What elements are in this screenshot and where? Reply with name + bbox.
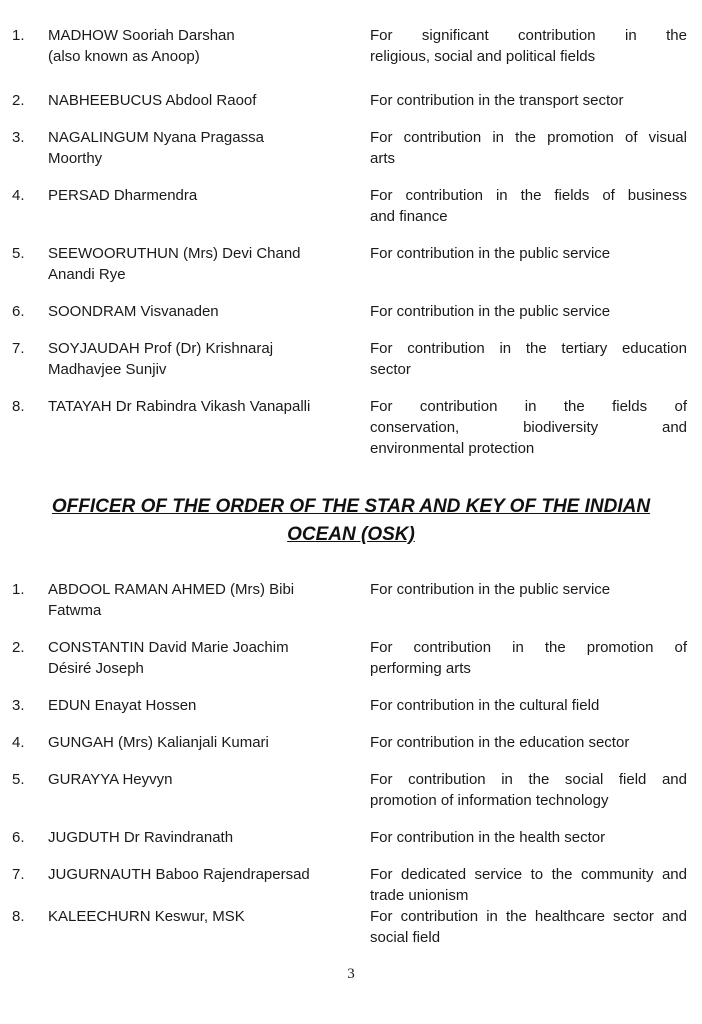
list-item <box>12 732 702 753</box>
recipient-name-line: EDUN Enayat Hossen <box>48 697 197 714</box>
list-item <box>12 637 702 679</box>
list-item <box>12 185 702 227</box>
citation-text <box>370 243 687 264</box>
citation-line: For significant contribution in the <box>370 27 687 44</box>
citation-text <box>370 695 687 716</box>
list-item <box>12 827 702 848</box>
citation-line: For contribution in the promotion of <box>370 639 687 656</box>
citation-line: For contribution in the public service <box>370 245 611 262</box>
item-number: 5. <box>12 245 25 262</box>
citation-line: religious, social and political fields <box>370 48 596 65</box>
section-heading-line: OCEAN (OSK) <box>287 524 415 545</box>
citation-text <box>370 732 687 753</box>
recipient-name <box>48 864 370 885</box>
item-number: 2. <box>12 92 25 109</box>
citation-line: For contribution in the transport sector <box>370 92 624 109</box>
recipient-name-line: Désiré Joseph <box>48 660 144 677</box>
recipient-name <box>48 90 370 111</box>
recipient-name-line: CONSTANTIN David Marie Joachim <box>48 639 289 656</box>
section-heading <box>12 493 690 549</box>
list-item <box>12 396 702 459</box>
citation-line: environmental protection <box>370 440 535 457</box>
list-item <box>12 301 702 322</box>
recipient-name <box>48 301 370 322</box>
recipient-name-line: TATAYAH Dr Rabindra Vikash Vanapalli <box>48 398 311 415</box>
citation-line: sector <box>370 361 411 378</box>
citation-line: For contribution in the public service <box>370 581 611 598</box>
recipient-name <box>48 637 370 679</box>
recipient-name-line: (also known as Anoop) <box>48 48 200 65</box>
citation-text <box>370 864 687 906</box>
recipient-name-line: NAGALINGUM Nyana Pragassa <box>48 129 264 146</box>
item-number: 3. <box>12 129 25 146</box>
list-item <box>12 338 702 380</box>
citation-line: For contribution in the health sector <box>370 829 606 846</box>
list-item <box>12 906 702 948</box>
honours-list-osk <box>12 579 702 948</box>
citation-text <box>370 301 687 322</box>
list-item <box>12 695 702 716</box>
recipient-name-line: SOONDRAM Visvanaden <box>48 303 219 320</box>
list-item <box>12 243 702 285</box>
item-number: 6. <box>12 829 25 846</box>
citation-text <box>370 127 687 169</box>
list-item <box>12 25 702 67</box>
item-number: 8. <box>12 908 25 925</box>
citation-text <box>370 769 687 811</box>
citation-text <box>370 338 687 380</box>
list-item <box>12 769 702 811</box>
citation-line: For contribution in the fields of <box>370 398 687 415</box>
recipient-name <box>48 732 370 753</box>
citation-line: For contribution in the social field and <box>370 771 687 788</box>
item-number: 1. <box>12 581 25 598</box>
item-number: 4. <box>12 734 25 751</box>
citation-line: For contribution in the education sector <box>370 734 630 751</box>
recipient-name <box>48 396 370 417</box>
recipient-name <box>48 906 370 927</box>
recipient-name-line: JUGDUTH Dr Ravindranath <box>48 829 234 846</box>
recipient-name <box>48 127 370 169</box>
recipient-name <box>48 338 370 380</box>
citation-line: For contribution in the promotion of visual <box>370 129 687 146</box>
list-item <box>12 90 702 111</box>
citation-line: arts <box>370 150 396 167</box>
recipient-name <box>48 25 370 67</box>
recipient-name-line: ABDOOL RAMAN AHMED (Mrs) Bibi <box>48 581 295 598</box>
recipient-name <box>48 185 370 206</box>
recipient-name-line: GURAYYA Heyvyn <box>48 771 173 788</box>
citation-text <box>370 827 687 848</box>
recipient-name-line: SOYJAUDAH Prof (Dr) Krishnaraj <box>48 340 274 357</box>
recipient-name-line: Moorthy <box>48 150 103 167</box>
item-number: 5. <box>12 771 25 788</box>
citation-line: promotion of information technology <box>370 792 609 809</box>
list-item <box>12 579 702 621</box>
recipient-name-line: MADHOW Sooriah Darshan <box>48 27 235 44</box>
item-number: 2. <box>12 639 25 656</box>
citation-line: trade unionism <box>370 887 469 904</box>
recipient-name-line: NABHEEBUCUS Abdool Raoof <box>48 92 257 109</box>
recipient-name-line: Anandi Rye <box>48 266 126 283</box>
item-number: 3. <box>12 697 25 714</box>
page-number: 3 <box>347 966 355 982</box>
citation-text <box>370 637 687 679</box>
citation-text <box>370 579 687 600</box>
recipient-name-line: Fatwma <box>48 602 102 619</box>
recipient-name <box>48 769 370 790</box>
recipient-name <box>48 579 370 621</box>
citation-text <box>370 90 687 111</box>
item-number: 6. <box>12 303 25 320</box>
section-heading-line: OFFICER OF THE ORDER OF THE STAR AND KEY OF THE INDIAN <box>51 496 651 517</box>
citation-line: For contribution in the tertiary education <box>370 340 687 357</box>
item-number: 8. <box>12 398 25 415</box>
citation-line: For contribution in the public service <box>370 303 611 320</box>
citation-line: For dedicated service to the community and <box>370 866 687 883</box>
citation-line: conservation, biodiversity and <box>370 419 687 436</box>
recipient-name-line: GUNGAH (Mrs) Kalianjali Kumari <box>48 734 269 751</box>
recipient-name-line: PERSAD Dharmendra <box>48 187 198 204</box>
item-number: 7. <box>12 340 25 357</box>
recipient-name <box>48 243 370 285</box>
recipient-name <box>48 827 370 848</box>
item-number: 7. <box>12 866 25 883</box>
item-number: 1. <box>12 27 25 44</box>
citation-text <box>370 396 687 459</box>
citation-line: For contribution in the fields of business <box>370 187 687 204</box>
honours-list-gosk-continued <box>12 25 702 459</box>
recipient-name-line: KALEECHURN Keswur, MSK <box>48 908 245 925</box>
citation-text <box>370 25 687 67</box>
citation-line: social field <box>370 929 441 946</box>
citation-line: For contribution in the cultural field <box>370 697 600 714</box>
list-item <box>12 127 702 169</box>
recipient-name <box>48 695 370 716</box>
citation-text <box>370 906 687 948</box>
citation-line: For contribution in the healthcare sector and <box>370 908 687 925</box>
item-number: 4. <box>12 187 25 204</box>
citation-line: and finance <box>370 208 448 225</box>
recipient-name-line: JUGURNAUTH Baboo Rajendrapersad <box>48 866 310 883</box>
citation-text <box>370 185 687 227</box>
list-item <box>12 864 702 906</box>
recipient-name-line: Madhavjee Sunjiv <box>48 361 167 378</box>
citation-line: performing arts <box>370 660 471 677</box>
recipient-name-line: SEEWOORUTHUN (Mrs) Devi Chand <box>48 245 301 262</box>
